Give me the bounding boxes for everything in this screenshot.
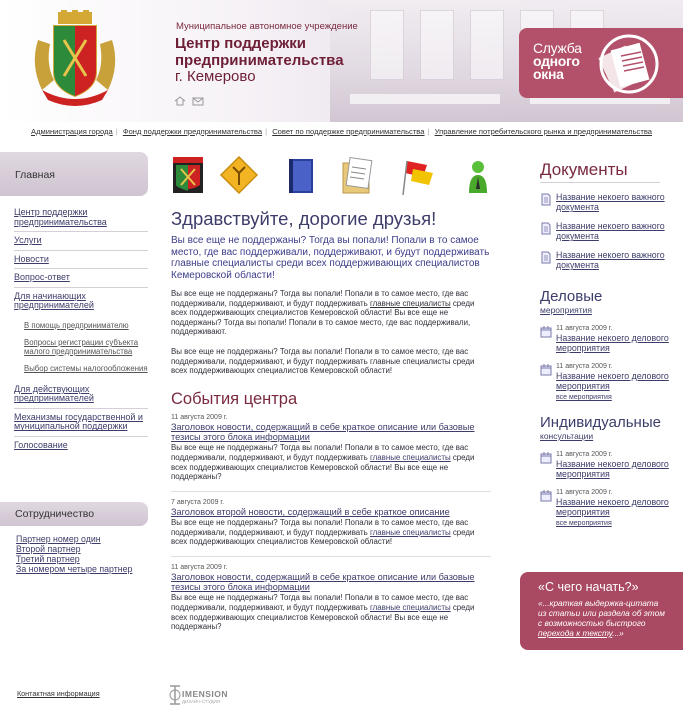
news-item <box>171 413 491 482</box>
topnav-support-fund[interactable]: Фонд поддержки предпринимательства <box>122 127 263 136</box>
consultations-subtitle[interactable]: консультации <box>540 431 594 441</box>
calendar-icon <box>540 451 552 464</box>
event-link[interactable]: Название некоего делового мероприятия <box>556 333 669 353</box>
service-line3: окна <box>533 66 564 82</box>
sidebar-item-beginners[interactable]: Для начинающих предпринимателей <box>14 290 94 310</box>
business-events-subtitle[interactable]: мероприятия <box>540 305 592 315</box>
read-more-link[interactable]: перехода к тексту <box>538 628 613 638</box>
document-item <box>540 250 683 270</box>
flag-icon[interactable] <box>403 161 433 195</box>
event-date: 11 августа 2009 г. <box>556 363 613 370</box>
partner-link[interactable]: Третий партнер <box>16 554 80 564</box>
user-person-icon[interactable] <box>469 161 487 193</box>
intro-text-a: Вы все еще не поддержаны? Тогда вы попали! Попали в то самое место, где вас поддерживали, поддерживают, и будут поддерживать <box>171 289 469 308</box>
where-to-start-block[interactable] <box>520 572 683 650</box>
news-date: 7 августа 2009 г. <box>171 498 225 506</box>
event-item <box>540 324 683 353</box>
sidebar-item-active[interactable]: Для действующих предпринимателей <box>14 383 94 404</box>
event-date: 11 августа 2009 г. <box>556 325 613 332</box>
sidebar-item-news[interactable]: Новости <box>14 253 49 264</box>
kemerovo-coat-icon[interactable] <box>173 157 203 193</box>
calendar-icon <box>540 489 552 502</box>
business-events-title[interactable]: Деловые <box>540 288 603 305</box>
coat-of-arms-logo[interactable] <box>28 10 122 110</box>
news-text: Вы все еще не поддержаны? Тогда вы попали! Попали в то самое место, где вас поддерживали, поддерживают, и будут поддерживать главные специалисты среди всех поддерживающих специалистов Кемеровской области! Вы все еще не поддержаны? <box>171 593 475 632</box>
news-divider <box>171 556 491 557</box>
topnav-support-council[interactable]: Совет по поддержке предпринимательства <box>272 127 425 136</box>
document-item <box>540 192 683 212</box>
documents-stack-icon <box>587 32 669 94</box>
document-item <box>540 221 683 241</box>
page-title: Здравствуйте, дорогие друзья! <box>171 208 437 229</box>
event-item <box>540 488 683 517</box>
partner-link[interactable]: За номером четыре партнер <box>16 564 133 574</box>
calendar-icon <box>540 325 552 338</box>
intro-link[interactable]: главные специалисты <box>369 298 451 308</box>
org-name-line3: г. Кемерово <box>175 68 256 85</box>
documents-folder-icon[interactable] <box>343 158 372 193</box>
news-inline-link[interactable]: главные специалисты <box>369 602 451 612</box>
where-to-start-title[interactable]: «С чего начать?» <box>538 580 639 594</box>
document-link[interactable]: Название некоего важного документа <box>556 250 665 270</box>
sidebar-subitem-registration[interactable]: Вопросы регистрации субъекта малого предпринимательства <box>24 338 139 356</box>
news-text: Вы все еще не поддержаны? Тогда вы попали! Попали в то самое место, где вас поддерживали, поддерживают, и будут поддерживать главные специалисты среди всех поддерживающих специалистов Кемеровской области! Вы все еще не поддержаны? <box>171 443 475 482</box>
sidebar-subitem-tax[interactable]: Выбор системы налогообложения <box>24 364 148 374</box>
studio-logo-text: IMENSION <box>182 689 229 699</box>
sidebar-item-voting[interactable]: Голосование <box>14 439 68 450</box>
book-icon[interactable] <box>289 159 313 193</box>
mail-icon[interactable] <box>192 96 204 106</box>
org-name-title <box>175 36 344 86</box>
document-icon <box>540 193 552 206</box>
right-sidebar <box>540 160 683 527</box>
studio-logo[interactable] <box>168 684 238 706</box>
sidebar-item-qa[interactable]: Вопрос-ответ <box>14 272 70 282</box>
sidebar-item-services[interactable]: Услуги <box>14 235 42 245</box>
documents-title[interactable]: Документы <box>540 160 628 179</box>
news-item <box>171 498 491 547</box>
sidebar-menu <box>14 208 148 450</box>
news-item <box>171 563 491 632</box>
event-link[interactable]: Название некоего делового мероприятия <box>556 497 669 517</box>
one-window-service-button[interactable] <box>519 28 683 98</box>
intro-paragraph <box>171 289 491 337</box>
partner-link[interactable]: Второй партнер <box>16 544 81 554</box>
second-paragraph: Вы все еще не поддержаны? Тогда вы попали! Попали в то самое место, где вас поддерживали, поддерживают, и будут поддерживать главные специалисты среди всех поддерживающих специалистов Кемеровской области! <box>171 346 475 376</box>
road-sign-icon[interactable] <box>221 157 257 193</box>
service-line2: одного <box>533 53 580 69</box>
consultations-title[interactable]: Индивидуальные <box>540 414 661 431</box>
main-content <box>171 208 491 632</box>
news-title-link[interactable]: Заголовок новости, содержащий в себе краткое описание или базовые тезисы этого блока информации <box>171 421 475 443</box>
document-link[interactable]: Название некоего важного документа <box>556 221 665 241</box>
document-link[interactable]: Название некоего важного документа <box>556 192 665 212</box>
partner-link[interactable]: Партнер номер один <box>16 534 101 544</box>
document-icon <box>540 251 552 264</box>
studio-logo-subtext: ДИЗАЙН-СТУДИЯ <box>182 699 221 704</box>
event-item <box>540 362 683 391</box>
event-date: 11 августа 2009 г. <box>556 451 613 458</box>
intro-text-b: среди всех поддерживающих специалистов Кемеровской области! Вы все еще не поддержаны? Тогда вы попали! Попали в то самое место, где вас поддерживали, поддерживают. <box>171 298 475 337</box>
event-link[interactable]: Название некоего делового мероприятия <box>556 371 669 391</box>
studio-logo-mark-icon <box>168 684 182 706</box>
quick-links-icon-row <box>171 155 501 200</box>
topnav-administration[interactable]: Администрация города <box>31 127 113 136</box>
sidebar-tab-main[interactable]: Главная <box>0 152 148 196</box>
service-line1: Служба <box>533 40 582 56</box>
calendar-icon <box>540 363 552 376</box>
org-name-line1: Центр поддержки <box>175 35 306 52</box>
lead-paragraph: Вы все еще не поддержаны? Тогда вы попали! Попали в то самое место, где вас поддерживали, поддерживают, и будут поддерживать главные специалисты среди всех поддерживающих специалистов Кемеровской области! <box>171 235 490 281</box>
org-type-label: Муниципальное автономное учреждение <box>176 21 358 32</box>
event-item <box>540 450 683 479</box>
site-header <box>0 0 683 122</box>
all-events-link[interactable]: все мероприятия <box>556 520 612 527</box>
news-divider <box>171 491 491 492</box>
topnav-consumer-market[interactable]: Управление потребительского рынка и предпринимательства <box>434 127 652 136</box>
one-window-service-label <box>533 42 582 81</box>
sidebar-subitem-help[interactable]: В помощь предпринимателю <box>24 320 129 330</box>
contact-info-link[interactable]: Контактная информация <box>17 689 100 698</box>
all-events-link[interactable]: все мероприятия <box>556 394 612 401</box>
org-name-line2: предпринимательства <box>175 51 344 69</box>
news-title-link[interactable]: Заголовок новости, содержащий в себе краткое описание или базовые тезисы этого блока информации <box>171 571 475 593</box>
news-inline-link[interactable]: главные специалисты <box>369 527 451 537</box>
document-icon <box>540 222 552 235</box>
where-to-start-quote: «...краткая выдержка-цитата из статьи или раздела об этом с возможностью быстрого перехода к тексту...» <box>538 598 665 638</box>
news-date: 11 августа 2009 г. <box>171 563 228 571</box>
news-title-link[interactable]: Заголовок второй новости, содержащий в себе краткое описание <box>171 506 450 517</box>
home-icon[interactable] <box>174 96 186 106</box>
partners-list <box>16 534 132 574</box>
top-navigation: Администрация города | Фонд поддержки предпринимательства | Совет по поддержке предпринимательства | Управление потребительского рынка и предпринимательства <box>0 127 683 136</box>
news-date: 11 августа 2009 г. <box>171 413 228 421</box>
sidebar-tab-cooperation[interactable]: Сотрудничество <box>0 502 148 526</box>
event-date: 11 августа 2009 г. <box>556 489 613 496</box>
event-link[interactable]: Название некоего делового мероприятия <box>556 459 669 479</box>
news-inline-link[interactable]: главные специалисты <box>369 452 451 462</box>
sidebar-item-center[interactable]: Центр поддержки предпринимательства <box>14 207 107 227</box>
events-section-title: События центра <box>171 389 298 408</box>
sidebar-item-mechanisms[interactable]: Механизмы государственной и муниципальной поддержки <box>14 411 143 432</box>
news-text: Вы все еще не поддержаны? Тогда вы попали! Попали в то самое место, где вас поддерживали, поддерживают, и будут поддерживать главные специалисты среди всех поддерживающих специалистов Кемеровской области! <box>171 518 475 547</box>
